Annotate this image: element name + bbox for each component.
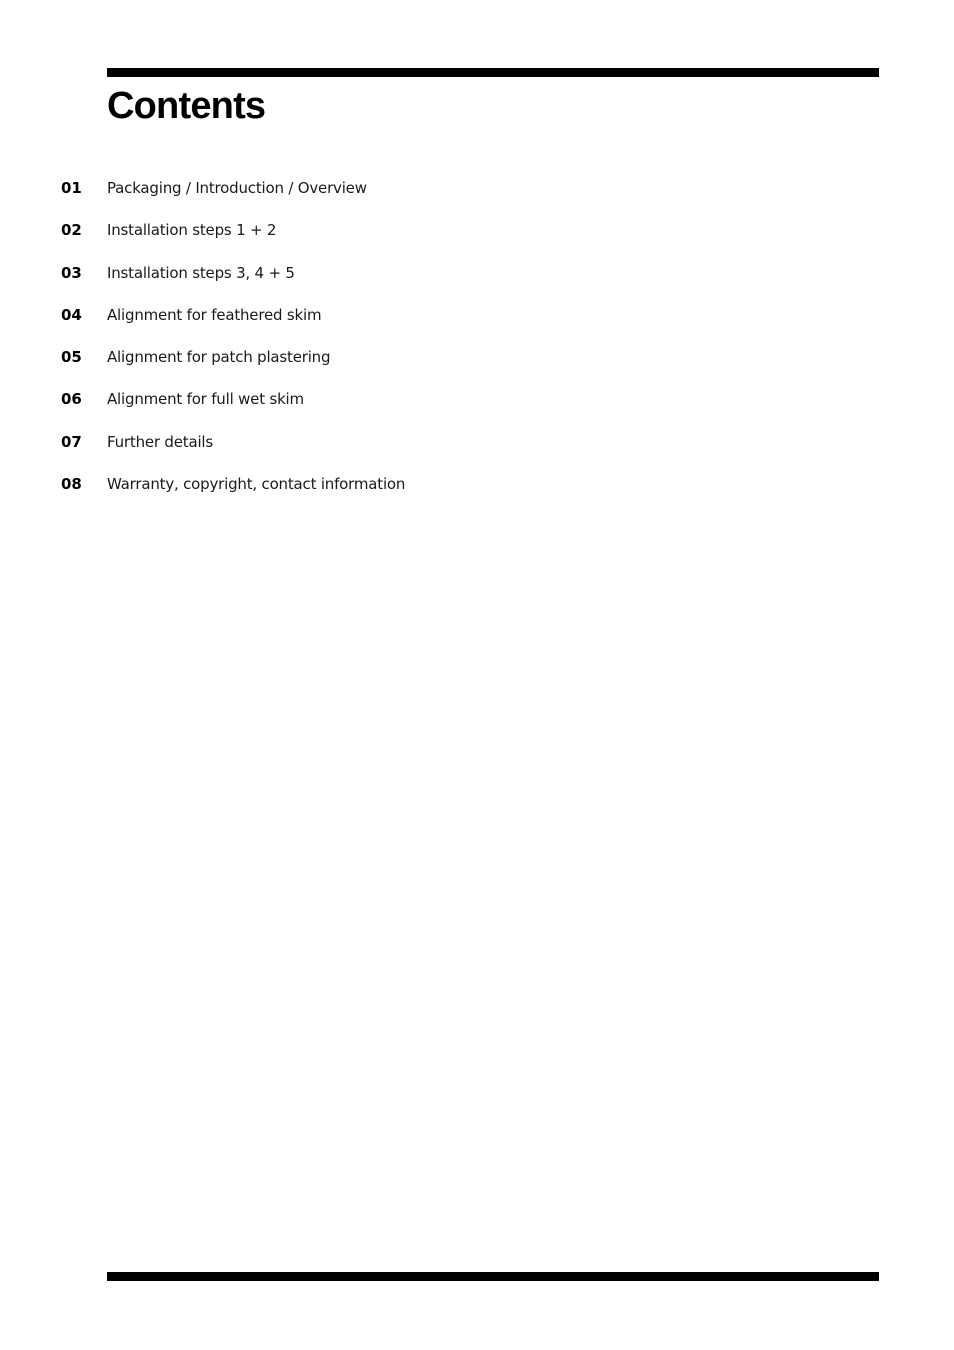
- toc-entry: [61, 218, 405, 260]
- toc-entry: [61, 261, 405, 303]
- table-of-contents: [61, 176, 405, 514]
- toc-entry-label: Installation steps 3, 4 + 5: [107, 263, 295, 282]
- toc-entry-label: Installation steps 1 + 2: [107, 221, 277, 240]
- toc-entry: [61, 303, 405, 345]
- toc-entry-number: 02: [61, 221, 82, 240]
- toc-entry-number: 01: [61, 179, 82, 197]
- toc-entry-number: 07: [61, 432, 82, 451]
- toc-entry-label: Further details: [107, 432, 214, 451]
- toc-entry-number: 04: [61, 305, 82, 324]
- toc-entry: [61, 176, 405, 218]
- toc-entry-label: Alignment for full wet skim: [107, 390, 304, 409]
- toc-entry-number: 03: [61, 263, 82, 282]
- top-divider-rule: [107, 68, 879, 77]
- toc-entry-number: 05: [61, 348, 82, 367]
- page-title: Contents: [107, 85, 266, 127]
- toc-entry-number: 08: [61, 475, 82, 494]
- toc-entry: [61, 430, 405, 472]
- toc-entry-label: Alignment for patch plastering: [107, 348, 331, 367]
- toc-entry-label: Warranty, copyright, contact information: [107, 475, 406, 494]
- toc-entry-label: Alignment for feathered skim: [107, 305, 322, 324]
- toc-entry-number: 06: [61, 390, 82, 409]
- toc-entry-label: Packaging / Introduction / Overview: [107, 179, 367, 197]
- toc-entry: [61, 472, 405, 514]
- bottom-divider-rule: [107, 1272, 879, 1281]
- toc-entry: [61, 387, 405, 429]
- toc-entry: [61, 345, 405, 387]
